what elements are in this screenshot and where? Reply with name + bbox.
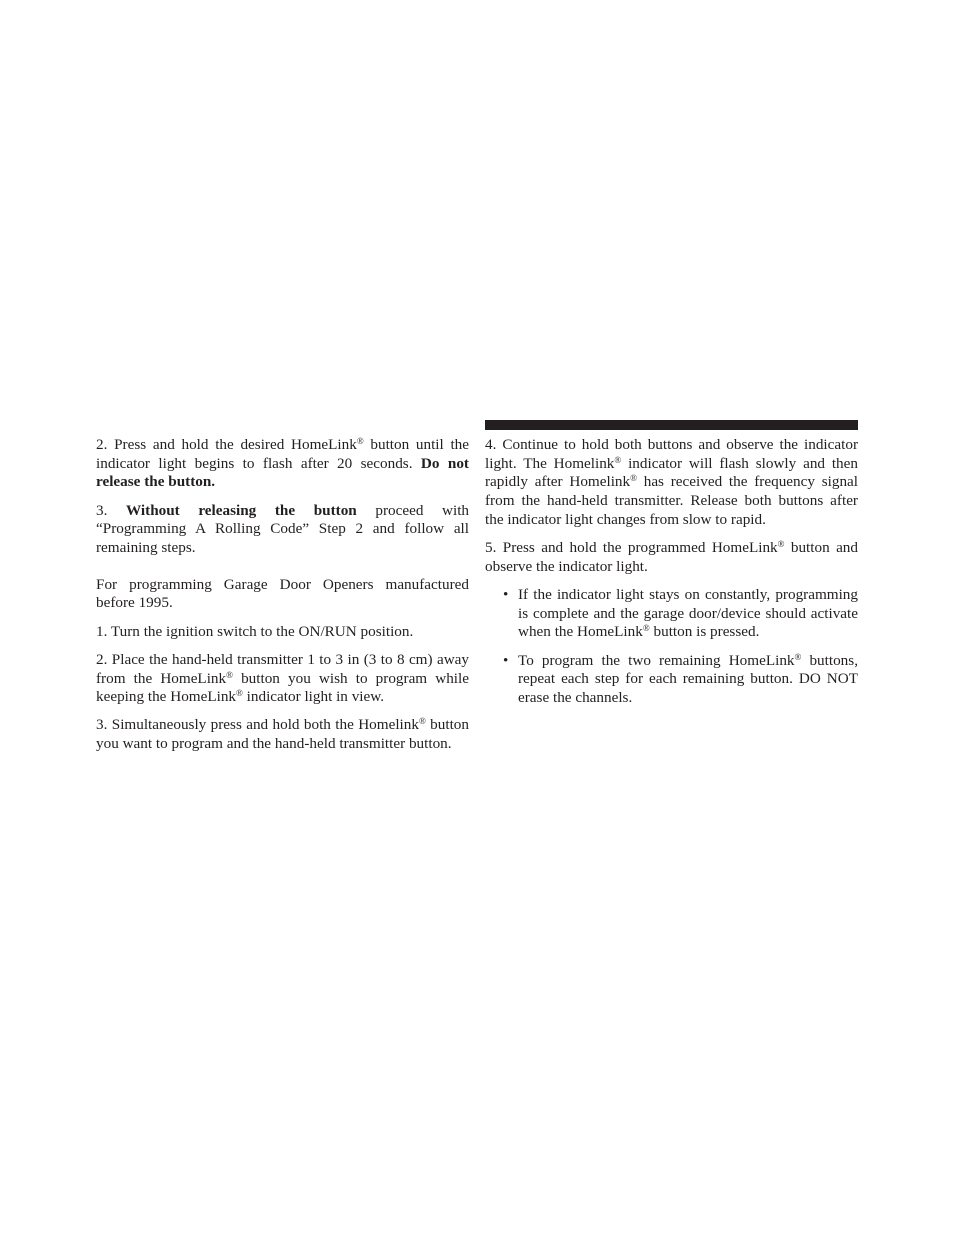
registered-mark: ® <box>226 669 233 680</box>
step-5-text: 5. Press and hold the programmed HomeLink <box>485 539 778 557</box>
registered-mark: ® <box>794 651 802 662</box>
step-2-paragraph <box>96 436 469 492</box>
step-5-paragraph <box>485 539 858 576</box>
section-header-bar <box>485 420 858 430</box>
registered-mark: ® <box>642 623 650 634</box>
bullet-icon: • <box>503 585 509 603</box>
list-item <box>485 586 858 642</box>
step-3b-paragraph <box>96 716 469 753</box>
bullet-list <box>485 586 858 708</box>
step-2-text-cont: button until the indicator light begins to flash after 20 seconds. <box>96 436 469 472</box>
step-3b-text: 3. Simultaneously press and hold both the Homelink <box>96 716 419 734</box>
step-2b-paragraph <box>96 651 469 707</box>
step-1-paragraph: 1. Turn the ignition switch to the ON/RUN position. <box>96 622 414 640</box>
step-4-text-cont: indicator will flash slowly and then rapidly after Homelink <box>485 454 858 491</box>
intro-paragraph: For programming Garage Door Openers manufactured before 1995. <box>96 575 469 612</box>
bullet-2-text: To program the two remaining HomeLink <box>518 651 795 669</box>
step-3-text: proceed with “Programming A Rolling Code” Step 2 and follow all remaining steps. <box>96 501 470 557</box>
registered-mark: ® <box>630 473 637 484</box>
list-item <box>485 652 858 708</box>
bullet-2-text-cont: buttons, repeat each step for each remaining button. DO NOT erase the channels. <box>518 651 858 706</box>
step-4-paragraph <box>485 436 858 530</box>
registered-mark: ® <box>356 436 364 446</box>
step-2b-text-cont: button you wish to program while keeping the HomeLink <box>96 669 469 706</box>
bullet-icon: • <box>503 651 509 669</box>
registered-mark: ® <box>777 539 785 550</box>
step-3-number: 3. <box>96 501 126 519</box>
registered-mark: ® <box>614 454 622 465</box>
bullet-1-text: If the indicator light stays on constantly, programming is complete and the garage door/device should activate when the HomeLink <box>518 585 858 641</box>
step-4-text-end: has received the frequency signal from the hand-held transmitter. Release both buttons after the indicator light changes from slow to rapid. <box>485 473 858 528</box>
bullet-1-text-cont: button is pressed. <box>649 623 760 641</box>
registered-mark: ® <box>418 716 426 727</box>
step-2-warning: Do not release the button. <box>96 454 469 491</box>
step-5-text-cont: button and observe the indicator light. <box>485 539 858 575</box>
step-3-paragraph <box>96 502 469 558</box>
left-column <box>96 436 469 763</box>
step-3b-text-cont: button you want to program and the hand-held transmitter button. <box>96 716 469 753</box>
registered-mark: ® <box>236 688 243 699</box>
step-4-text: 4. Continue to hold both buttons and observe the indicator light. The Homelink <box>485 436 858 472</box>
step-2b-text: 2. Place the hand-held transmitter 1 to 3 in (3 to 8 cm) away from the HomeLink <box>96 650 469 687</box>
step-3-emphasis: Without releasing the button <box>126 501 357 519</box>
step-2b-text-end: indicator light in view. <box>242 688 385 706</box>
right-column <box>485 436 858 717</box>
step-2-text: 2. Press and hold the desired HomeLink <box>96 436 357 453</box>
